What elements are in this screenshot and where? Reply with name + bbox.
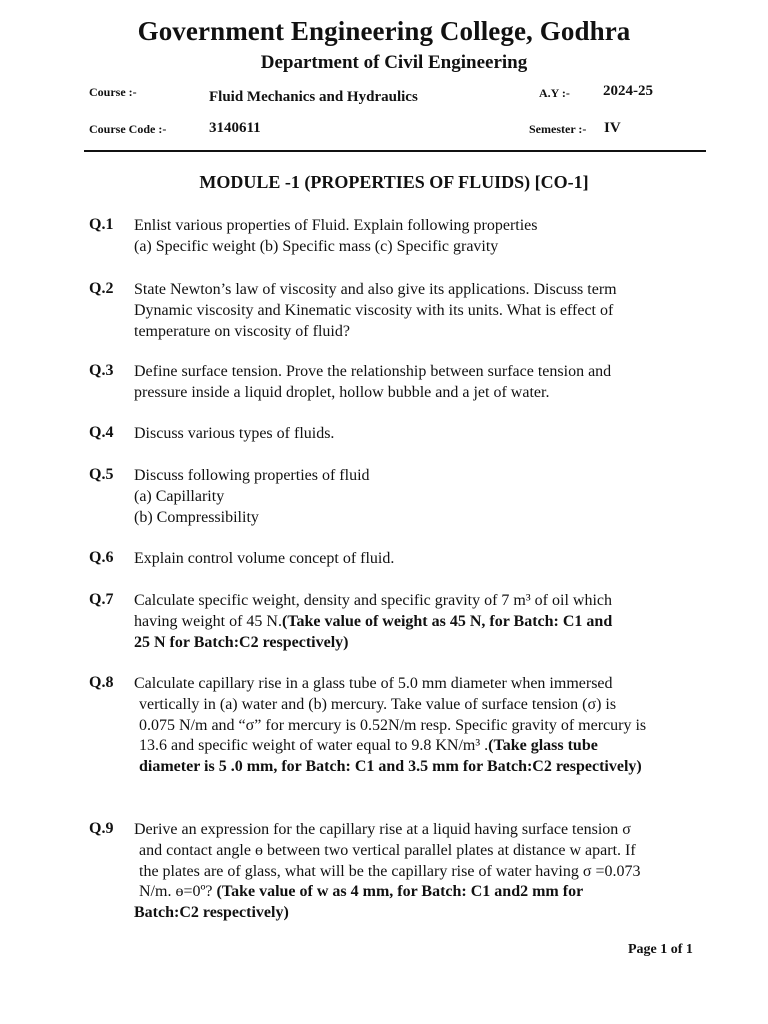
question-text: State Newton’s law of viscosity and also give its applications. Discuss term: [134, 281, 617, 298]
ay-value: 2024-25: [603, 83, 653, 99]
batch-instruction: (Take value of w as 4 mm, for Batch: C1 and2 mm for: [216, 883, 584, 901]
question-line: [139, 716, 646, 736]
ay-label: A.Y :-: [539, 86, 570, 100]
batch-instruction: 25 N for Batch:C2 respectively): [134, 633, 349, 651]
question-number: Q.1: [89, 216, 114, 233]
question-line: [134, 424, 334, 444]
question-line: [134, 383, 549, 403]
question-line: [134, 508, 259, 528]
batch-instruction: Batch:C2 respectively): [134, 904, 289, 922]
question-text: Discuss various types of fluids.: [134, 425, 335, 442]
batch-instruction: (Take value of weight as 45 N, for Batch: C1 and: [281, 612, 613, 630]
question-number: Q.4: [89, 424, 114, 441]
question-text: Calculate specific weight, density and specific gravity of 7 m³ of oil which: [134, 592, 612, 609]
question-line: [134, 466, 370, 486]
question-text: having weight of 45 N.: [134, 612, 282, 630]
question-text: Enlist various properties of Fluid. Explain following properties: [134, 217, 538, 234]
question-text: (b) Compressibility: [134, 508, 259, 526]
question-text: 0.075 N/m and “σ” for mercury is 0.52N/m resp. Specific gravity of mercury is: [139, 716, 647, 734]
question-line: [134, 301, 613, 321]
question-text: Dynamic viscosity and Kinematic viscosity with its units. What is effect of: [134, 301, 614, 319]
question-line: [139, 841, 636, 861]
question-line: [139, 695, 616, 715]
question-text: Define surface tension. Prove the relationship between surface tension and: [134, 363, 612, 380]
question-number: Q.9: [89, 820, 114, 837]
question-line: [139, 757, 642, 777]
batch-instruction: (Take glass tube: [488, 737, 598, 755]
question-line: [134, 903, 289, 923]
question-line: [134, 612, 612, 632]
question-text: (a) Specific weight (b) Specific mass (c) Specific gravity: [134, 237, 499, 255]
question-text: Explain control volume concept of fluid.: [134, 550, 395, 567]
question-line: [139, 862, 641, 882]
semester-value: IV: [604, 120, 621, 136]
question-text: (a) Capillarity: [134, 487, 225, 505]
question-text: Discuss following properties of fluid: [134, 467, 370, 484]
question-text: vertically in (a) water and (b) mercury. Take value of surface tension (σ) is: [139, 695, 617, 713]
question-line: [134, 362, 611, 382]
header-divider: [84, 150, 706, 152]
question-number: Q.8: [89, 674, 114, 691]
question-line: [134, 216, 538, 236]
question-text: pressure inside a liquid droplet, hollow bubble and a jet of water.: [134, 383, 550, 401]
page-number: Page 1 of 1: [628, 942, 693, 957]
question-number: Q.2: [89, 280, 114, 297]
question-text: N/m. ɵ=0º?: [139, 883, 217, 901]
question-text: Calculate capillary rise in a glass tube of 5.0 mm diameter when immersed: [134, 675, 613, 692]
question-number: Q.3: [89, 362, 114, 379]
question-number: Q.6: [89, 549, 114, 566]
question-line: [139, 736, 598, 756]
question-line: [134, 322, 350, 342]
question-text: 13.6 and specific weight of water equal to 9.8 KN/m³ .: [139, 737, 489, 755]
question-text: Derive an expression for the capillary rise at a liquid having surface tension σ: [134, 821, 631, 838]
question-line: [134, 633, 348, 653]
course-value: Fluid Mechanics and Hydraulics: [209, 89, 418, 105]
semester-label: Semester :-: [529, 122, 587, 136]
question-number: Q.7: [89, 591, 114, 608]
question-number: Q.5: [89, 466, 114, 483]
question-text: and contact angle ɵ between two vertical parallel plates at distance w apart. If: [139, 841, 636, 859]
question-line: [134, 591, 612, 611]
question-line: [134, 674, 613, 694]
question-line: [139, 882, 583, 902]
college-title: Government Engineering College, Godhra: [137, 16, 631, 46]
question-text: the plates are of glass, what will be the capillary rise of water having σ =0.073: [139, 862, 641, 880]
question-line: [134, 237, 498, 257]
question-line: [134, 487, 224, 507]
question-line: [134, 549, 394, 569]
course-code-label: Course Code :-: [89, 122, 167, 136]
department-title: Department of Civil Engineering: [260, 52, 528, 73]
question-line: [134, 820, 631, 840]
question-text: temperature on viscosity of fluid?: [134, 322, 350, 340]
module-title: MODULE -1 (PROPERTIES OF FLUIDS) [CO-1]: [199, 172, 589, 192]
question-line: [134, 280, 617, 300]
batch-instruction: diameter is 5 .0 mm, for Batch: C1 and 3.5 mm for Batch:C2 respectively): [139, 758, 642, 776]
course-label: Course :-: [89, 85, 137, 99]
course-code-value: 3140611: [209, 120, 261, 136]
